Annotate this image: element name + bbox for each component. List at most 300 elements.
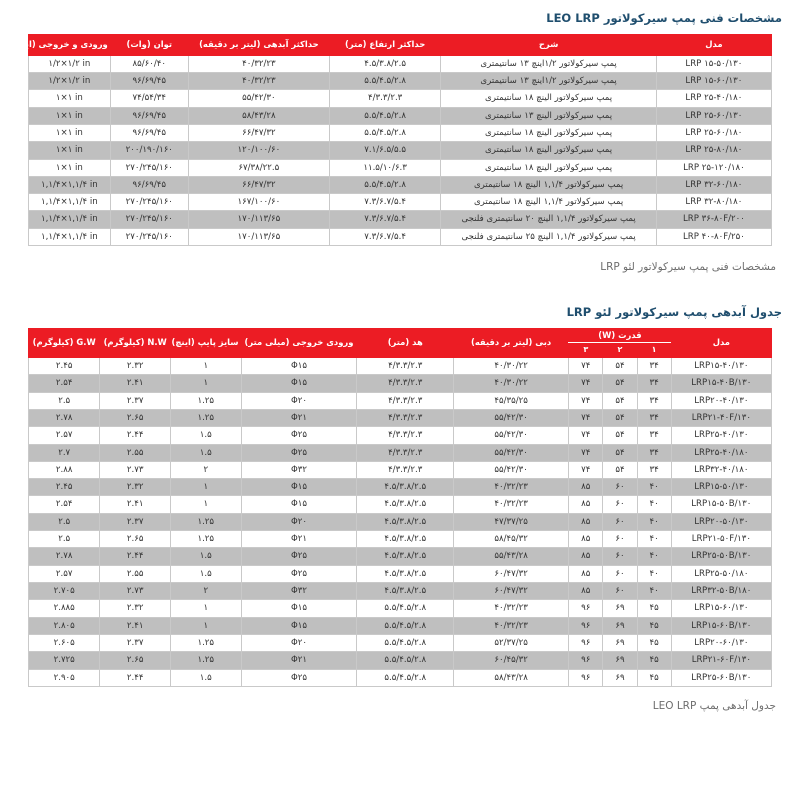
cell-inlet-outlet: ۱×۱ in (29, 124, 111, 141)
cell-pipe-size: ۱ (170, 617, 241, 634)
cell-power-speed-1: ۴۵ (637, 600, 671, 617)
table-row (29, 531, 772, 548)
cell-inlet-outlet: Φ۲۱ (241, 409, 357, 426)
cell-max-head: ۷.۳/۶.۷/۵.۴ (329, 228, 440, 245)
cell-net-weight: ۲.۷۳ (100, 583, 171, 600)
cell-net-weight: ۲.۳۲ (100, 479, 171, 496)
cell-power-speed-2: ۵۴ (603, 375, 637, 392)
cell-model: LRP ۱۵-۶۰/۱۳۰ (656, 72, 771, 89)
cell-head: ۵.۵/۴.۵/۲.۸ (357, 600, 454, 617)
table-row (29, 90, 772, 107)
cell-description: پمپ سیرکولاتور ۱/۲اینچ ۱۳ سانتیمتری (441, 55, 656, 72)
cell-max-flow: ۴۰/۳۲/۲۳ (188, 72, 329, 89)
cell-model: LRP۲۱-۶۰F/۱۳۰ (671, 652, 771, 669)
cell-power-speed-1: ۴۰ (637, 583, 671, 600)
cell-flow: ۶۰/۴۷/۳۲ (454, 565, 569, 582)
cell-pipe-size: ۱.۲۵ (170, 634, 241, 651)
cell-net-weight: ۲.۴۴ (100, 548, 171, 565)
cell-flow: ۵۵/۴۲/۳۰ (454, 427, 569, 444)
cell-gross-weight: ۲.۷۸ (29, 548, 100, 565)
cell-inlet-outlet: Φ۳۲ (241, 583, 357, 600)
th2-inlet-outlet: ورودی خروجی (میلی متر) (241, 329, 357, 358)
cell-max-head: ۴.۵/۳.۸/۲.۵ (329, 55, 440, 72)
table-row (29, 583, 772, 600)
cell-power-speed-2: ۶۹ (603, 617, 637, 634)
cell-model: LRP۱۵-۴۰/۱۳۰ (671, 357, 771, 374)
cell-power-speed-3: ۷۴ (569, 357, 603, 374)
th2-pipe-size: سایز پایپ (اینچ) (170, 329, 241, 358)
cell-power-speed-1: ۴۰ (637, 531, 671, 548)
cell-inlet-outlet: ۱×۱ in (29, 107, 111, 124)
cell-power-speed-1: ۴۵ (637, 617, 671, 634)
cell-gross-weight: ۲.۵ (29, 531, 100, 548)
cell-head: ۵.۵/۴.۵/۲.۸ (357, 617, 454, 634)
cell-model: LRP۲۱-۵۰F/۱۳۰ (671, 531, 771, 548)
cell-gross-weight: ۲.۵ (29, 392, 100, 409)
cell-description: پمپ سیرکولاتور ۱,۱/۴ الینچ ۲۰ سانتیمتری فلنجی (441, 211, 656, 228)
cell-power-speed-1: ۳۴ (637, 444, 671, 461)
cell-net-weight: ۲.۳۷ (100, 513, 171, 530)
cell-power-speed-3: ۷۴ (569, 392, 603, 409)
cell-max-head: ۷.۳/۶.۷/۵.۴ (329, 194, 440, 211)
cell-max-flow: ۵۸/۴۳/۲۸ (188, 107, 329, 124)
cell-head: ۵.۵/۴.۵/۲.۸ (357, 669, 454, 686)
cell-model: LRP۳۲-۴۰/۱۸۰ (671, 461, 771, 478)
cell-pipe-size: ۲ (170, 461, 241, 478)
cell-power-speed-1: ۴۰ (637, 548, 671, 565)
cell-pipe-size: ۱ (170, 375, 241, 392)
th2-gross-weight: G.W (کیلوگرم) (29, 329, 100, 358)
cell-max-head: ۵.۵/۴.۵/۲.۸ (329, 176, 440, 193)
cell-gross-weight: ۲.۵۷ (29, 427, 100, 444)
cell-power-speed-1: ۳۴ (637, 375, 671, 392)
cell-inlet-outlet: ۱,۱/۴×۱,۱/۴ in (29, 176, 111, 193)
cell-model: LRP۳۲-۵۰B/۱۸۰ (671, 583, 771, 600)
cell-pipe-size: ۱.۲۵ (170, 652, 241, 669)
cell-model: LRP۱۵-۶۰B/۱۳۰ (671, 617, 771, 634)
cell-net-weight: ۲.۴۱ (100, 496, 171, 513)
cell-power-speed-1: ۴۰ (637, 565, 671, 582)
cell-pipe-size: ۱ (170, 357, 241, 374)
caption-flow-table: جدول آبدهی پمپ LEO LRP (652, 699, 776, 712)
cell-description: پمپ سیرکولاتور الینچ ۱۸ سانتیمتری (441, 159, 656, 176)
table-row (29, 124, 772, 141)
cell-description: پمپ سیرکولاتور ۱,۱/۴ الینچ ۲۵ سانتیمتری فلنجی (441, 228, 656, 245)
cell-power-speed-2: ۵۴ (603, 357, 637, 374)
cell-pipe-size: ۱.۵ (170, 444, 241, 461)
cell-head: ۴/۳.۳/۲.۳ (357, 427, 454, 444)
cell-power: ۹۶/۶۹/۴۵ (110, 107, 188, 124)
cell-net-weight: ۲.۳۲ (100, 357, 171, 374)
cell-power-speed-3: ۸۵ (569, 531, 603, 548)
cell-power-speed-2: ۶۰ (603, 531, 637, 548)
cell-head: ۴.۵/۳.۸/۲.۵ (357, 548, 454, 565)
cell-model: LRP۱۵-۶۰/۱۳۰ (671, 600, 771, 617)
table-row (29, 548, 772, 565)
cell-power-speed-3: ۸۵ (569, 513, 603, 530)
cell-power-speed-3: ۷۴ (569, 375, 603, 392)
cell-head: ۴.۵/۳.۸/۲.۵ (357, 583, 454, 600)
cell-net-weight: ۲.۶۵ (100, 409, 171, 426)
cell-max-head: ۴/۳.۳/۲.۳ (329, 90, 440, 107)
cell-head: ۵.۵/۴.۵/۲.۸ (357, 652, 454, 669)
cell-head: ۵.۵/۴.۵/۲.۸ (357, 634, 454, 651)
th-max-flow: حداکثر آبدهی (لیتر بر دقیقه) (188, 35, 329, 56)
caption-technical-specs: مشخصات فنی پمپ سیرکولاتور لئو LRP (600, 261, 776, 274)
cell-gross-weight: ۲.۸۸۵ (29, 600, 100, 617)
cell-power-speed-2: ۶۰ (603, 583, 637, 600)
cell-gross-weight: ۲.۴۵ (29, 479, 100, 496)
cell-power-speed-3: ۸۵ (569, 565, 603, 582)
cell-head: ۴.۵/۳.۸/۲.۵ (357, 531, 454, 548)
cell-power-speed-2: ۶۰ (603, 513, 637, 530)
cell-power-speed-3: ۹۶ (569, 617, 603, 634)
cell-net-weight: ۲.۳۷ (100, 392, 171, 409)
th2-power-speed-1: ۱ (637, 342, 671, 357)
table-row (29, 634, 772, 651)
cell-model: LRP۲۰-۴۰/۱۳۰ (671, 392, 771, 409)
cell-power: ۲۷۰/۲۴۵/۱۶۰ (110, 211, 188, 228)
cell-max-head: ۵.۵/۴.۵/۲.۸ (329, 124, 440, 141)
cell-power-speed-1: ۴۵ (637, 669, 671, 686)
cell-inlet-outlet: ۱,۱/۴×۱,۱/۴ in (29, 211, 111, 228)
cell-power-speed-3: ۷۴ (569, 444, 603, 461)
cell-power: ۹۶/۶۹/۴۵ (110, 72, 188, 89)
table-row (29, 194, 772, 211)
cell-pipe-size: ۱.۵ (170, 548, 241, 565)
cell-power-speed-3: ۹۶ (569, 669, 603, 686)
cell-power: ۹۶/۶۹/۴۵ (110, 176, 188, 193)
cell-power: ۷۴/۵۴/۳۴ (110, 90, 188, 107)
cell-power-speed-1: ۴۰ (637, 496, 671, 513)
cell-pipe-size: ۱.۲۵ (170, 531, 241, 548)
cell-net-weight: ۲.۴۱ (100, 617, 171, 634)
cell-description: پمپ سیرکولاتور ۱,۱/۴ الینچ ۱۸ سانتیمتری (441, 176, 656, 193)
th2-head: هد (متر) (357, 329, 454, 358)
cell-model: LRP ۳۲-۸۰/۱۸۰ (656, 194, 771, 211)
cell-description: پمپ سیرکولاتور الینچ ۱۸ سانتیمتری (441, 124, 656, 141)
table-row (29, 107, 772, 124)
cell-max-head: ۷.۳/۶.۷/۵.۴ (329, 211, 440, 228)
cell-model: LRP۱۵-۵۰B/۱۳۰ (671, 496, 771, 513)
cell-max-flow: ۶۷/۳۸/۲۲.۵ (188, 159, 329, 176)
cell-gross-weight: ۲.۷ (29, 444, 100, 461)
cell-model: LRP۲۵-۴۰/۱۳۰ (671, 427, 771, 444)
cell-gross-weight: ۲.۷۸ (29, 409, 100, 426)
cell-model: LRP۲۵-۵۰/۱۸۰ (671, 565, 771, 582)
cell-inlet-outlet: Φ۲۱ (241, 531, 357, 548)
cell-power-speed-3: ۹۶ (569, 634, 603, 651)
cell-pipe-size: ۱.۵ (170, 565, 241, 582)
cell-pipe-size: ۱.۵ (170, 427, 241, 444)
cell-pipe-size: ۱ (170, 479, 241, 496)
cell-inlet-outlet: Φ۱۵ (241, 600, 357, 617)
cell-model: LRP ۲۵-۴۰/۱۸۰ (656, 90, 771, 107)
cell-model: LRP ۲۵-۱۲۰/۱۸۰ (656, 159, 771, 176)
cell-model: LRP۲۵-۴۰/۱۸۰ (671, 444, 771, 461)
cell-power-speed-2: ۶۹ (603, 600, 637, 617)
cell-flow: ۵۲/۳۷/۲۵ (454, 634, 569, 651)
cell-model: LRP ۲۵-۶۰/۱۳۰ (656, 107, 771, 124)
cell-flow: ۶۰/۴۷/۳۲ (454, 583, 569, 600)
cell-net-weight: ۲.۳۲ (100, 600, 171, 617)
cell-power-speed-3: ۸۵ (569, 583, 603, 600)
cell-flow: ۵۵/۴۲/۳۰ (454, 461, 569, 478)
cell-net-weight: ۲.۳۷ (100, 634, 171, 651)
cell-inlet-outlet: ۱,۱/۴×۱,۱/۴ in (29, 228, 111, 245)
table-row (29, 409, 772, 426)
cell-flow: ۶۰/۴۵/۳۲ (454, 652, 569, 669)
cell-power-speed-1: ۴۵ (637, 652, 671, 669)
cell-flow: ۵۵/۴۲/۳۰ (454, 444, 569, 461)
table-row (29, 513, 772, 530)
cell-flow: ۴۰/۳۰/۲۲ (454, 375, 569, 392)
th2-model: مدل (671, 329, 771, 358)
cell-inlet-outlet: Φ۳۲ (241, 461, 357, 478)
cell-gross-weight: ۲.۴۵ (29, 357, 100, 374)
cell-power-speed-1: ۳۴ (637, 357, 671, 374)
cell-power-speed-1: ۴۰ (637, 479, 671, 496)
cell-power: ۲۰۰/۱۹۰/۱۶۰ (110, 142, 188, 159)
cell-model: LRP۲۵-۵۰B/۱۳۰ (671, 548, 771, 565)
cell-power-speed-3: ۹۶ (569, 600, 603, 617)
cell-model: LRP ۳۶-۸۰F/۲۰۰ (656, 211, 771, 228)
cell-pipe-size: ۱.۲۵ (170, 513, 241, 530)
cell-description: پمپ سیرکولاتور الینچ ۱۳ سانتیمتری (441, 107, 656, 124)
cell-flow: ۴۰/۳۲/۲۳ (454, 617, 569, 634)
cell-head: ۴/۳.۳/۲.۳ (357, 357, 454, 374)
cell-model: LRP۲۰-۵۰/۱۳۰ (671, 513, 771, 530)
cell-power: ۲۷۰/۲۴۵/۱۶۰ (110, 159, 188, 176)
cell-max-head: ۷.۱/۶.۵/۵.۵ (329, 142, 440, 159)
cell-max-flow: ۱۷۰/۱۱۳/۶۵ (188, 211, 329, 228)
cell-net-weight: ۲.۷۳ (100, 461, 171, 478)
cell-model: LRP۲۰-۶۰/۱۳۰ (671, 634, 771, 651)
table-row (29, 617, 772, 634)
cell-model: LRP ۲۵-۶۰/۱۸۰ (656, 124, 771, 141)
cell-gross-weight: ۲.۷۰۵ (29, 583, 100, 600)
cell-net-weight: ۲.۴۱ (100, 375, 171, 392)
table-row (29, 211, 772, 228)
cell-flow: ۵۵/۴۲/۳۰ (454, 409, 569, 426)
th-power: توان (وات) (110, 35, 188, 56)
cell-pipe-size: ۱.۵ (170, 669, 241, 686)
cell-head: ۴/۳.۳/۲.۳ (357, 409, 454, 426)
th-inlet-outlet: ورودی و خروجی (اینچ) (29, 35, 111, 56)
table-row (29, 228, 772, 245)
cell-gross-weight: ۲.۶۰۵ (29, 634, 100, 651)
table-row (29, 479, 772, 496)
cell-power-speed-3: ۷۴ (569, 461, 603, 478)
cell-power-speed-3: ۷۴ (569, 427, 603, 444)
cell-max-flow: ۴۰/۳۲/۲۳ (188, 55, 329, 72)
cell-power: ۸۵/۶۰/۴۰ (110, 55, 188, 72)
cell-power-speed-3: ۸۵ (569, 479, 603, 496)
cell-inlet-outlet: Φ۲۰ (241, 634, 357, 651)
cell-head: ۴/۳.۳/۲.۳ (357, 444, 454, 461)
cell-model: LRP۱۵-۵۰/۱۳۰ (671, 479, 771, 496)
table-row (29, 392, 772, 409)
cell-head: ۴/۳.۳/۲.۳ (357, 392, 454, 409)
cell-flow: ۴۰/۳۰/۲۲ (454, 357, 569, 374)
cell-inlet-outlet: ۱/۲×۱/۲ in (29, 72, 111, 89)
cell-flow: ۴۷/۳۷/۲۵ (454, 513, 569, 530)
th2-net-weight: N.W (کیلوگرم) (100, 329, 171, 358)
cell-net-weight: ۲.۴۴ (100, 427, 171, 444)
cell-power-speed-2: ۶۹ (603, 669, 637, 686)
table-row (29, 669, 772, 686)
cell-power: ۲۷۰/۲۴۵/۱۶۰ (110, 194, 188, 211)
cell-power-speed-1: ۳۴ (637, 392, 671, 409)
cell-pipe-size: ۲ (170, 583, 241, 600)
table-row (29, 496, 772, 513)
cell-head: ۴.۵/۳.۸/۲.۵ (357, 496, 454, 513)
table-row (29, 72, 772, 89)
cell-flow: ۵۵/۴۳/۲۸ (454, 548, 569, 565)
page-title-technical-specs: مشخصات فنی پمپ سیرکولاتور LEO LRP (546, 11, 782, 25)
cell-gross-weight: ۲.۸۰۵ (29, 617, 100, 634)
cell-model: LRP ۳۲-۶۰/۱۸۰ (656, 176, 771, 193)
cell-description: پمپ سیرکولاتور الینچ ۱۸ سانتیمتری (441, 90, 656, 107)
cell-power-speed-1: ۴۰ (637, 513, 671, 530)
cell-inlet-outlet: ۱×۱ in (29, 142, 111, 159)
cell-pipe-size: ۱.۲۵ (170, 409, 241, 426)
table1-header (12, 35, 772, 56)
cell-inlet-outlet: ۱×۱ in (29, 90, 111, 107)
table-row (29, 55, 772, 72)
cell-inlet-outlet: Φ۲۵ (241, 427, 357, 444)
table1-header-row (29, 35, 772, 56)
cell-net-weight: ۲.۶۵ (100, 531, 171, 548)
cell-power-speed-2: ۵۴ (603, 444, 637, 461)
table1-body (29, 55, 772, 245)
th-model: مدل (656, 35, 771, 56)
cell-power-speed-2: ۶۹ (603, 652, 637, 669)
cell-inlet-outlet: Φ۱۵ (241, 479, 357, 496)
cell-max-flow: ۶۶/۴۷/۳۲ (188, 124, 329, 141)
table-row (29, 565, 772, 582)
cell-power-speed-2: ۶۰ (603, 479, 637, 496)
cell-max-head: ۵.۵/۴.۵/۲.۸ (329, 107, 440, 124)
cell-head: ۴.۵/۳.۸/۲.۵ (357, 513, 454, 530)
cell-pipe-size: ۱ (170, 600, 241, 617)
cell-net-weight: ۲.۵۵ (100, 444, 171, 461)
cell-pipe-size: ۱ (170, 496, 241, 513)
cell-max-flow: ۱۲۰/۱۰۰/۶۰ (188, 142, 329, 159)
th2-power-group: قدرت (W) (569, 329, 672, 343)
cell-model: LRP ۲۵-۸۰/۱۸۰ (656, 142, 771, 159)
cell-inlet-outlet: Φ۱۵ (241, 357, 357, 374)
table-row (29, 159, 772, 176)
spec-sheet-page (0, 11, 800, 811)
th2-power-speed-2: ۲ (603, 342, 637, 357)
table-row (29, 357, 772, 374)
technical-specs-table (12, 34, 772, 246)
cell-gross-weight: ۲.۵ (29, 513, 100, 530)
cell-inlet-outlet: Φ۲۰ (241, 392, 357, 409)
cell-max-flow: ۱۶۷/۱۰۰/۶۰ (188, 194, 329, 211)
table-row (29, 176, 772, 193)
cell-inlet-outlet: Φ۱۵ (241, 375, 357, 392)
cell-flow: ۴۰/۳۲/۲۳ (454, 600, 569, 617)
th-max-head: حداکثر ارتفاع (متر) (329, 35, 440, 56)
cell-net-weight: ۲.۶۵ (100, 652, 171, 669)
cell-description: پمپ سیرکولاتور ۱/۲اینچ ۱۳ سانتیمتری (441, 72, 656, 89)
table-row (29, 652, 772, 669)
cell-inlet-outlet: Φ۲۵ (241, 444, 357, 461)
cell-power: ۲۷۰/۲۴۵/۱۶۰ (110, 228, 188, 245)
table2-header (29, 329, 772, 358)
cell-power-speed-2: ۶۰ (603, 565, 637, 582)
cell-net-weight: ۲.۵۵ (100, 565, 171, 582)
cell-model: LRP۲۱-۴۰F/۱۳۰ (671, 409, 771, 426)
cell-inlet-outlet: Φ۲۵ (241, 565, 357, 582)
cell-flow: ۴۰/۳۲/۲۳ (454, 496, 569, 513)
cell-power-speed-2: ۵۴ (603, 409, 637, 426)
cell-max-head: ۱۱.۵/۱۰/۶.۳ (329, 159, 440, 176)
cell-model: LRP ۴۰-۸۰F/۲۵۰ (656, 228, 771, 245)
cell-head: ۴.۵/۳.۸/۲.۵ (357, 565, 454, 582)
table-row (29, 427, 772, 444)
cell-model: LRP۱۵-۴۰B/۱۳۰ (671, 375, 771, 392)
cell-gross-weight: ۲.۸۸ (29, 461, 100, 478)
cell-max-flow: ۱۷۰/۱۱۳/۶۵ (188, 228, 329, 245)
cell-flow: ۵۸/۴۳/۲۸ (454, 669, 569, 686)
cell-power: ۹۶/۶۹/۴۵ (110, 124, 188, 141)
cell-power-speed-3: ۸۵ (569, 496, 603, 513)
table2-body (29, 357, 772, 686)
cell-inlet-outlet: Φ۲۵ (241, 669, 357, 686)
cell-power-speed-2: ۵۴ (603, 392, 637, 409)
cell-net-weight: ۲.۴۴ (100, 669, 171, 686)
cell-gross-weight: ۲.۵۷ (29, 565, 100, 582)
cell-power-speed-2: ۵۴ (603, 461, 637, 478)
cell-power-speed-3: ۹۶ (569, 652, 603, 669)
cell-max-flow: ۶۶/۴۷/۳۲ (188, 176, 329, 193)
cell-power-speed-2: ۶۹ (603, 634, 637, 651)
cell-description: پمپ سیرکولاتور ۱,۱/۴ الینچ ۱۸ سانتیمتری (441, 194, 656, 211)
cell-power-speed-1: ۳۴ (637, 461, 671, 478)
th2-power-speed-3: ۳ (569, 342, 603, 357)
cell-flow: ۴۵/۳۵/۲۵ (454, 392, 569, 409)
cell-model: LRP۲۵-۶۰B/۱۳۰ (671, 669, 771, 686)
table-row (29, 600, 772, 617)
cell-power-speed-2: ۶۰ (603, 548, 637, 565)
cell-inlet-outlet: Φ۱۵ (241, 496, 357, 513)
cell-flow: ۴۰/۳۲/۲۳ (454, 479, 569, 496)
page-title-flow-table: جدول آبدهی پمپ سیرکولاتور لئو LRP (566, 305, 782, 320)
cell-inlet-outlet: Φ۲۵ (241, 548, 357, 565)
cell-inlet-outlet: Φ۲۰ (241, 513, 357, 530)
cell-power-speed-2: ۶۰ (603, 496, 637, 513)
cell-model: LRP ۱۵-۵۰/۱۳۰ (656, 55, 771, 72)
cell-inlet-outlet: Φ۱۵ (241, 617, 357, 634)
cell-power-speed-1: ۳۴ (637, 409, 671, 426)
cell-inlet-outlet: ۱/۲×۱/۲ in (29, 55, 111, 72)
cell-inlet-outlet: Φ۲۱ (241, 652, 357, 669)
cell-inlet-outlet: ۱,۱/۴×۱,۱/۴ in (29, 194, 111, 211)
cell-gross-weight: ۲.۷۲۵ (29, 652, 100, 669)
technical-specs-table-wrap (0, 34, 800, 246)
cell-inlet-outlet: ۱×۱ in (29, 159, 111, 176)
flow-table-wrap (0, 328, 800, 687)
cell-gross-weight: ۲.۵۴ (29, 375, 100, 392)
cell-gross-weight: ۲.۹۰۵ (29, 669, 100, 686)
cell-head: ۴/۳.۳/۲.۳ (357, 461, 454, 478)
table-row (29, 375, 772, 392)
cell-description: پمپ سیرکولاتور الینچ ۱۸ سانتیمتری (441, 142, 656, 159)
th2-flow: دبی (لیتر بر دقیقه) (454, 329, 569, 358)
